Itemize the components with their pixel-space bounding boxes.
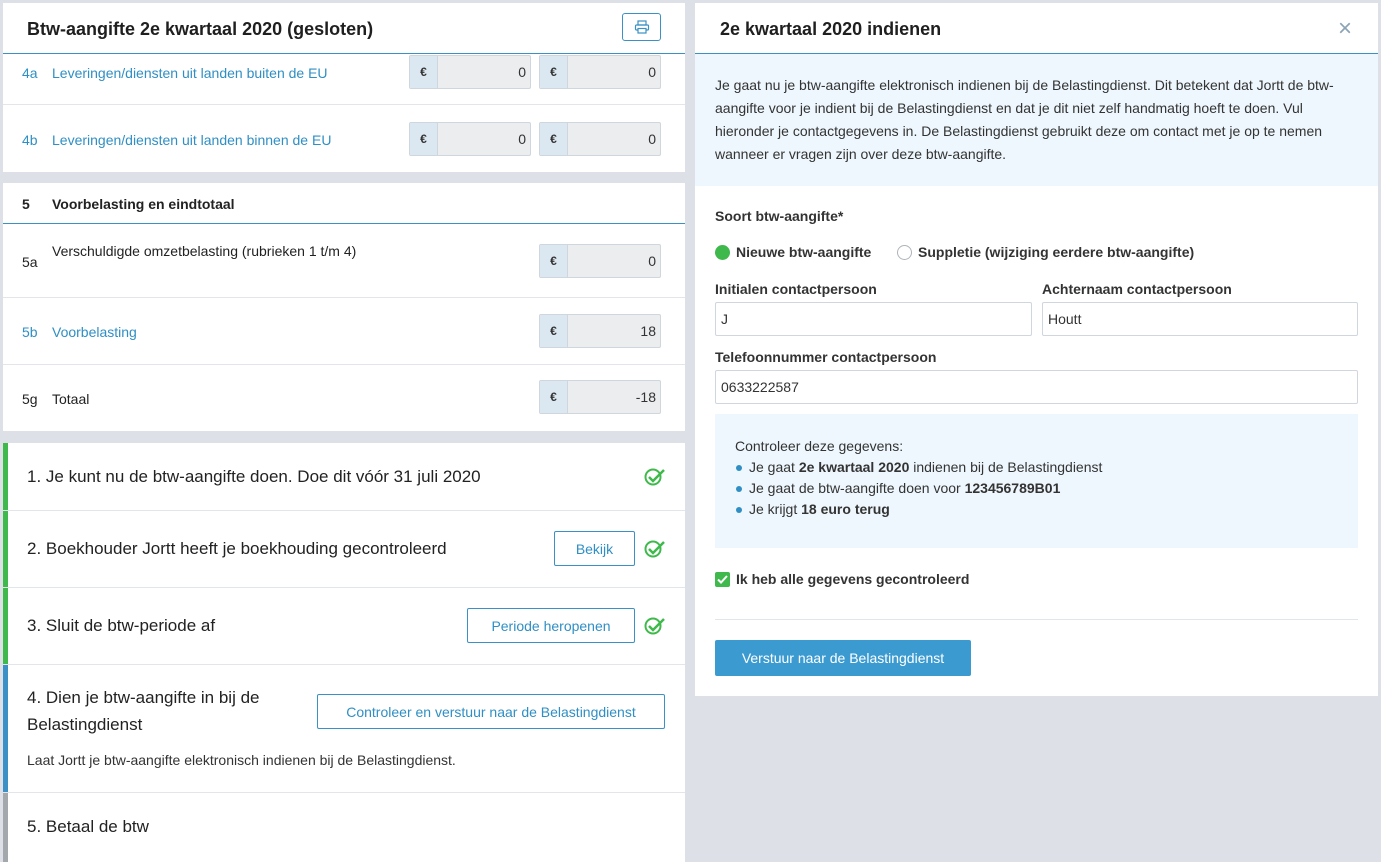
confirm-checkbox[interactable]: [715, 571, 969, 587]
euro-addon: €: [410, 123, 438, 155]
reopen-period-button[interactable]: Periode heropenen: [467, 608, 635, 643]
amount-field: [539, 122, 661, 156]
step-2: [3, 511, 685, 588]
section-title: Voorbelasting en eindtotaal: [52, 196, 235, 212]
rubric-label-link[interactable]: Voorbelasting: [52, 324, 137, 340]
step-4: [3, 665, 685, 793]
amount-field: [409, 55, 531, 89]
divider: [715, 619, 1358, 620]
amount-value: 0: [648, 64, 656, 80]
status-bar: [3, 588, 8, 664]
check-and-submit-button[interactable]: Controleer en verstuur naar de Belastingdienst: [317, 694, 665, 729]
dialog-header: [695, 3, 1378, 54]
status-bar: [3, 665, 8, 792]
step-text-line2: Belastingdienst: [27, 715, 143, 734]
rubric-label-link[interactable]: Leveringen/diensten uit landen binnen de EU: [52, 132, 332, 148]
rubric-code: 5a: [22, 254, 38, 270]
step-text: 4. Dien je btw-aangifte in bij de: [27, 688, 260, 707]
amount-field: [539, 55, 661, 89]
radio-new-declaration[interactable]: [715, 244, 871, 260]
lastname-input[interactable]: [1042, 302, 1358, 336]
check-icon: [644, 617, 666, 635]
section-code: 5: [22, 196, 30, 212]
euro-addon: €: [540, 245, 568, 277]
status-bar: [3, 793, 8, 862]
step-text: 1. Je kunt nu de btw-aangifte doen. Doe dit vóór 31 juli 2020: [27, 467, 481, 486]
step-3: [3, 588, 685, 665]
rubric-row-5g: [3, 365, 685, 431]
amount-field: [409, 122, 531, 156]
initials-input[interactable]: [715, 302, 1032, 336]
amount-field: [539, 314, 661, 348]
euro-addon: €: [540, 381, 568, 413]
intro-text: Je gaat nu je btw-aangifte elektronisch indienen bij de Belastingdienst. Dit betekent dat Jortt de btw-aangifte voor je indient bij de Belastingdienst en dat je dit niet zelf handmatig hoeft te doen. Vul hieronder je contactgegevens in. De Belastingdienst gebruikt deze om contact met je op te nemen wanneer er vragen zijn over deze btw-aangifte.: [695, 54, 1378, 186]
rubric-row-4b: [3, 105, 685, 172]
radio-supplement[interactable]: [897, 244, 1194, 260]
rubric-label: Verschuldigde omzetbelasting (rubrieken 1 t/m 4): [52, 243, 357, 259]
step-text: 3. Sluit de btw-periode af: [27, 616, 216, 635]
euro-addon: €: [540, 56, 568, 88]
rubric-code: 4a: [22, 65, 38, 81]
status-bar: [3, 443, 8, 510]
checkbox-label: Ik heb alle gegevens gecontroleerd: [736, 571, 970, 587]
dialog-title: 2e kwartaal 2020 indienen: [720, 19, 942, 39]
amount-value: -18: [635, 389, 656, 405]
summary-item: Je gaat de btw-aangifte doen voor 123456789B01: [735, 478, 1338, 499]
step-text: 2. Boekhouder Jortt heeft je boekhouding gecontroleerd: [27, 539, 447, 558]
printer-icon: [634, 20, 650, 34]
rubric-row-4a: [3, 54, 685, 105]
phone-input[interactable]: [715, 370, 1358, 404]
euro-addon: €: [540, 315, 568, 347]
rubric-label-link[interactable]: Leveringen/diensten uit landen buiten de EU: [52, 65, 328, 81]
step-text: 5. Betaal de btw: [27, 817, 149, 836]
summary-title: Controleer deze gegevens:: [735, 438, 904, 454]
amount-value: 0: [518, 131, 526, 147]
radio-selected-icon: [715, 245, 730, 260]
radio-label: Suppletie (wijziging eerdere btw-aangifte): [918, 244, 1195, 260]
checkbox-checked-icon: [715, 572, 730, 587]
submit-dialog: [695, 3, 1378, 696]
summary-item: Je krijgt 18 euro terug: [735, 499, 1338, 520]
print-button[interactable]: [622, 13, 661, 41]
radio-unselected-icon: [897, 245, 912, 260]
amount-value: 0: [648, 253, 656, 269]
submit-button[interactable]: Verstuur naar de Belastingdienst: [715, 640, 971, 676]
declaration-type-label: Soort btw-aangifte*: [715, 208, 844, 224]
rubric-code: 4b: [22, 132, 38, 148]
step-1: [3, 443, 685, 511]
amount-field: [539, 244, 661, 278]
lastname-label: Achternaam contactpersoon: [1042, 281, 1232, 297]
euro-addon: €: [410, 56, 438, 88]
step-subtext: Laat Jortt je btw-aangifte elektronisch indienen bij de Belastingdienst.: [27, 752, 456, 768]
rubric-code: 5g: [22, 391, 38, 407]
amount-field: [539, 380, 661, 414]
amount-value: 18: [640, 323, 656, 339]
rubric-label: Totaal: [52, 391, 90, 407]
euro-addon: €: [540, 123, 568, 155]
status-bar: [3, 511, 8, 587]
step-5: [3, 793, 685, 862]
check-icon: [644, 540, 666, 558]
rubric-row-5a: [3, 224, 685, 298]
rubric-row-5b: [3, 298, 685, 365]
view-button[interactable]: Bekijk: [554, 531, 635, 566]
page-title: Btw-aangifte 2e kwartaal 2020 (gesloten): [27, 19, 374, 39]
radio-label: Nieuwe btw-aangifte: [736, 244, 872, 260]
summary-item: Je gaat 2e kwartaal 2020 indienen bij de Belastingdienst: [735, 457, 1338, 478]
amount-value: 0: [648, 131, 656, 147]
summary-box: [715, 414, 1358, 548]
rubric-code: 5b: [22, 324, 38, 340]
phone-label: Telefoonnummer contactpersoon: [715, 349, 937, 365]
check-icon: [644, 468, 666, 486]
initials-label: Initialen contactpersoon: [715, 281, 877, 297]
amount-value: 0: [518, 64, 526, 80]
close-icon[interactable]: ×: [1337, 15, 1352, 42]
declaration-header: [3, 3, 685, 54]
section-5-header: [3, 183, 685, 224]
